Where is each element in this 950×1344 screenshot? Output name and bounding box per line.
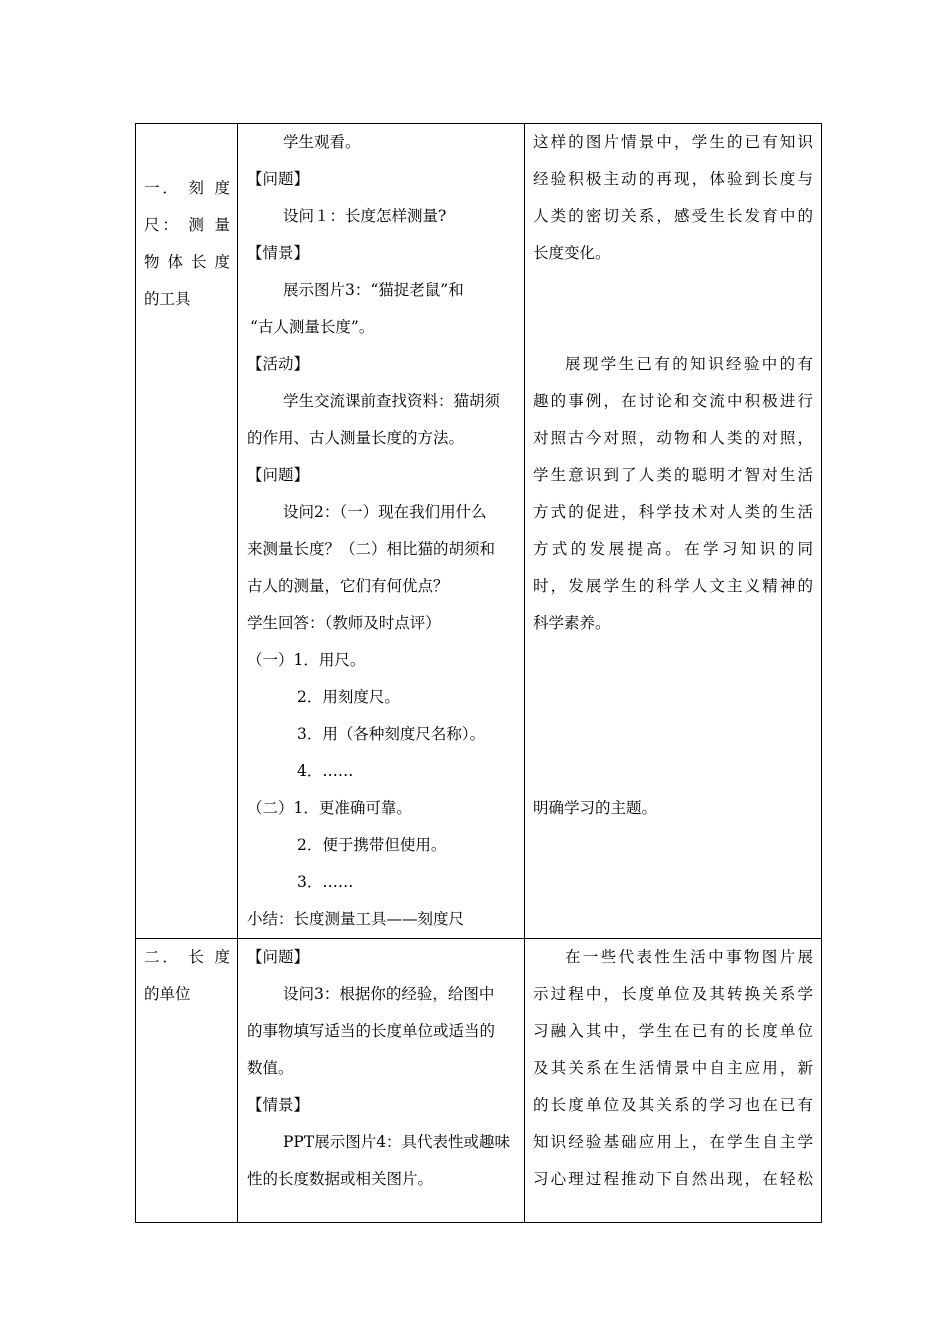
section-title-line: 尺： 测 量 (144, 216, 230, 234)
table-row (136, 939, 822, 1223)
intent-line: 方式的促进，科学技术对人类的生活 (533, 503, 813, 521)
process-line: 2．便于携带但使用。 (297, 836, 447, 854)
process-line: 设问１：长度怎样测量? (283, 207, 447, 225)
process-line: 4．…… (297, 762, 354, 780)
process-line: 的事物填写适当的长度单位或适当的 (247, 1022, 496, 1040)
intent-line: 学生意识到了人类的聪明才智对生活 (533, 466, 813, 484)
process-line: 小结：长度测量工具——刻度尺 (247, 910, 465, 928)
process-line: 【活动】 (247, 355, 310, 373)
intent-line: 对照古今对照，动物和人类的对照， (533, 429, 813, 447)
spacer (525, 309, 821, 346)
process-line: 的作用、古人测量长度的方法。 (247, 429, 465, 447)
intent-line: 习融入其中，学生在已有的长度单位 (533, 1022, 813, 1040)
process-line: 来测量长度？（二）相比猫的胡须和 (247, 540, 496, 558)
process-line: 3．用（各种刻度尺名称）。 (297, 725, 486, 743)
process-line: 【问题】 (247, 948, 310, 966)
intent-line: 习心理过程推动下自然出现，在轻松 (533, 1170, 813, 1188)
intent-line: 明确学习的主题。 (533, 799, 658, 817)
spacer (525, 753, 821, 790)
process-line: 【情景】 (247, 1096, 310, 1114)
intent-line: 人类的密切关系，感受生长发育中的 (533, 207, 813, 225)
spacer (525, 272, 821, 309)
process-line: 【情景】 (247, 244, 310, 262)
process-line: 2．用刻度尺。 (297, 688, 400, 706)
intent-line: 知识经验基础应用上，在学生自主学 (533, 1133, 813, 1151)
teaching-process-cell (238, 939, 525, 1223)
process-line: 学生回答：（教师及时点评） (247, 614, 441, 632)
process-line: 性的长度数据或相关图片。 (247, 1170, 434, 1188)
lesson-plan-table (135, 123, 822, 1223)
intent-line: 趣的事例，在讨论和交流中积极进行 (533, 392, 813, 410)
process-line: 3．…… (297, 873, 354, 891)
teaching-process-cell (238, 124, 525, 939)
section-title-line: 物 体 长 度 (144, 253, 230, 271)
spacer (525, 642, 821, 679)
intent-line: 及其关系在生活情景中自主应用，新 (533, 1059, 813, 1077)
process-line: PPT展示图片4：具代表性或趣味 (283, 1133, 511, 1151)
process-line: 设问3：根据你的经验，给图中 (283, 985, 495, 1003)
process-line: 设问2：（一）现在我们用什么 (283, 503, 487, 521)
intent-line: 在一些代表性生活中事物图片展 (565, 948, 813, 966)
section-title-cell (136, 939, 238, 1223)
process-line: （二）1．更准确可靠。 (247, 799, 412, 817)
process-line: 学生交流课前查找资料：猫胡须 (283, 392, 501, 410)
process-line: 【问题】 (247, 466, 310, 484)
intent-line: 这样的图片情景中，学生的已有知识 (533, 133, 813, 151)
process-line: （一）1．用尺。 (247, 651, 366, 669)
section-title-cell (136, 124, 238, 939)
process-line: “古人测量长度”。 (250, 318, 375, 336)
spacer (525, 716, 821, 753)
section-title-line: 的单位 (144, 985, 191, 1003)
intent-line: 示过程中，长度单位及其转换关系学 (533, 985, 813, 1003)
process-line: 展示图片3：“猫捉老鼠”和 (283, 281, 464, 299)
process-line: 学生观看。 (283, 133, 361, 151)
intent-line: 展现学生已有的知识经验中的有 (565, 355, 813, 373)
section-title-line: 二． 长 度 (144, 948, 230, 966)
intent-line: 科学素养。 (533, 614, 611, 632)
design-intent-cell (525, 939, 822, 1223)
process-line: 【问题】 (247, 170, 310, 188)
spacer (525, 679, 821, 716)
design-intent-cell (525, 124, 822, 939)
process-line: 数值。 (247, 1059, 294, 1077)
intent-line: 的长度单位及其关系的学习也在已有 (533, 1096, 813, 1114)
section-title-line: 一． 刻 度 (144, 179, 230, 197)
intent-line: 方式的发展提高。在学习知识的同 (533, 540, 813, 558)
section-title-line: 的工具 (144, 290, 191, 308)
intent-line: 时，发展学生的科学人文主义精神的 (533, 577, 813, 595)
intent-line: 长度变化。 (533, 244, 611, 262)
table-row (136, 124, 822, 939)
process-line: 古人的测量，它们有何优点？ (247, 577, 449, 595)
intent-line: 经验积极主动的再现，体验到长度与 (533, 170, 813, 188)
